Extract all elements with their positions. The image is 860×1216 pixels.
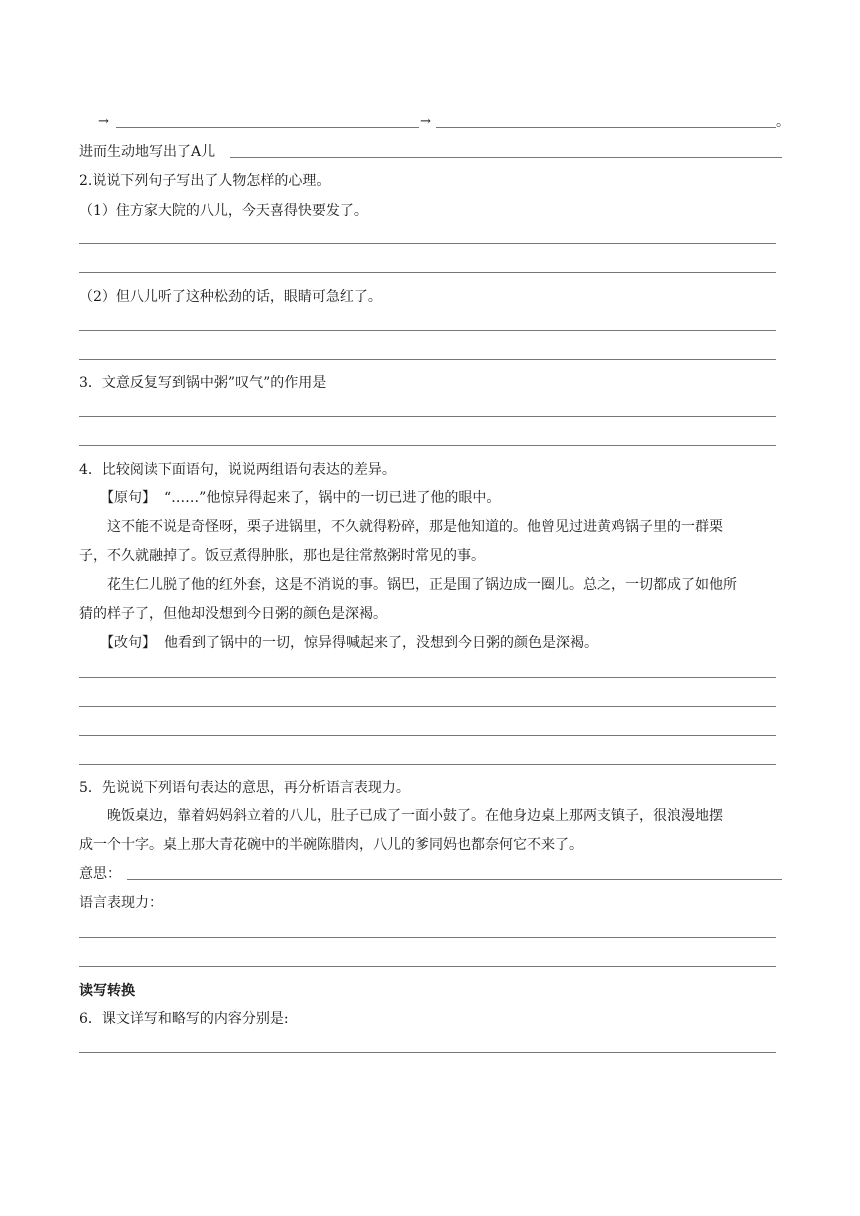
q5-passage-line-2: 成一个十字。桌上那大青花碗中的半碗陈腊肉，八儿的爹同妈也都奈何它不来了。 xyxy=(79,837,583,853)
answer-blank-2[interactable] xyxy=(436,127,776,128)
answer-blank-1[interactable] xyxy=(116,127,419,128)
meaning-answer-line[interactable] xyxy=(127,879,782,880)
revised-text: 他看到了锅中的一切，惊异得喊起来了，没想到今日粥的颜色是深褐。 xyxy=(164,635,598,651)
arrow-icon: → xyxy=(98,114,109,129)
answer-line[interactable] xyxy=(79,1052,776,1053)
meaning-label: 意思： xyxy=(79,866,121,882)
answer-line[interactable] xyxy=(79,764,776,765)
original-line-3: 子，不久就融掉了。饭豆煮得肿胀，那也是往常熬粥时常见的事。 xyxy=(79,548,485,564)
q4-title: 4．比较阅读下面语句，说说两组语句表达的差异。 xyxy=(79,462,396,478)
answer-line[interactable] xyxy=(79,677,776,678)
q2-sentence-1: （1）住方家大院的八儿，今天喜得快要发了。 xyxy=(79,203,368,219)
answer-line[interactable] xyxy=(79,966,776,967)
q5-title: 5．先说说下列语句表达的意思，再分析语言表现力。 xyxy=(79,780,410,796)
original-line-4: 花生仁儿脱了他的红外套，这是不消说的事。锅巴，正是围了锅边成一圈儿。总之，一切都成了如他所 xyxy=(107,577,737,593)
answer-line[interactable] xyxy=(79,706,776,707)
answer-line[interactable] xyxy=(79,445,776,446)
answer-line[interactable] xyxy=(79,243,776,244)
q5-passage-line-1: 晚饭桌边，靠着妈妈斜立着的八儿，肚子已成了一面小鼓了。在他身边桌上那两支镇子，很浪漫地摆 xyxy=(107,808,723,824)
answer-line[interactable] xyxy=(79,416,776,417)
q2-sentence-2: （2）但八儿听了这种松劲的话，眼睛可急红了。 xyxy=(79,289,382,305)
original-line-2: 这不能不说是奇怪呀，栗子进锅里，不久就得粉碎，那是他知道的。他曾见过进黄鸡锅子里的一群栗 xyxy=(107,519,723,535)
answer-blank-3[interactable] xyxy=(230,157,782,158)
answer-line[interactable] xyxy=(79,937,776,938)
original-line-1: “……”他惊异得起来了，锅中的一切已进了他的眼中。 xyxy=(164,490,501,506)
expression-label: 语言表现力： xyxy=(79,895,163,911)
answer-line[interactable] xyxy=(79,330,776,331)
answer-line[interactable] xyxy=(79,735,776,736)
q2-title: 2.说说下列句子写出了人物怎样的心理。 xyxy=(79,173,331,189)
q3-title: 3．文意反复写到锅中粥”叹气”的作用是 xyxy=(79,375,327,391)
section-heading: 读写转换 xyxy=(79,983,135,999)
original-line-5: 猜的样子了，但他却没想到今日粥的颜色是深褐。 xyxy=(79,606,387,622)
answer-line[interactable] xyxy=(79,359,776,360)
arrow-icon: → xyxy=(420,114,431,129)
answer-line[interactable] xyxy=(79,272,776,273)
flow-lead-text: 进而生动地写出了A儿 xyxy=(79,144,216,160)
revised-tag: 【改句】 xyxy=(100,635,156,651)
period-mark: 。 xyxy=(776,114,790,130)
original-tag: 【原句】 xyxy=(100,490,156,506)
q6-title: 6．课文详写和略写的内容分别是: xyxy=(79,1011,289,1027)
